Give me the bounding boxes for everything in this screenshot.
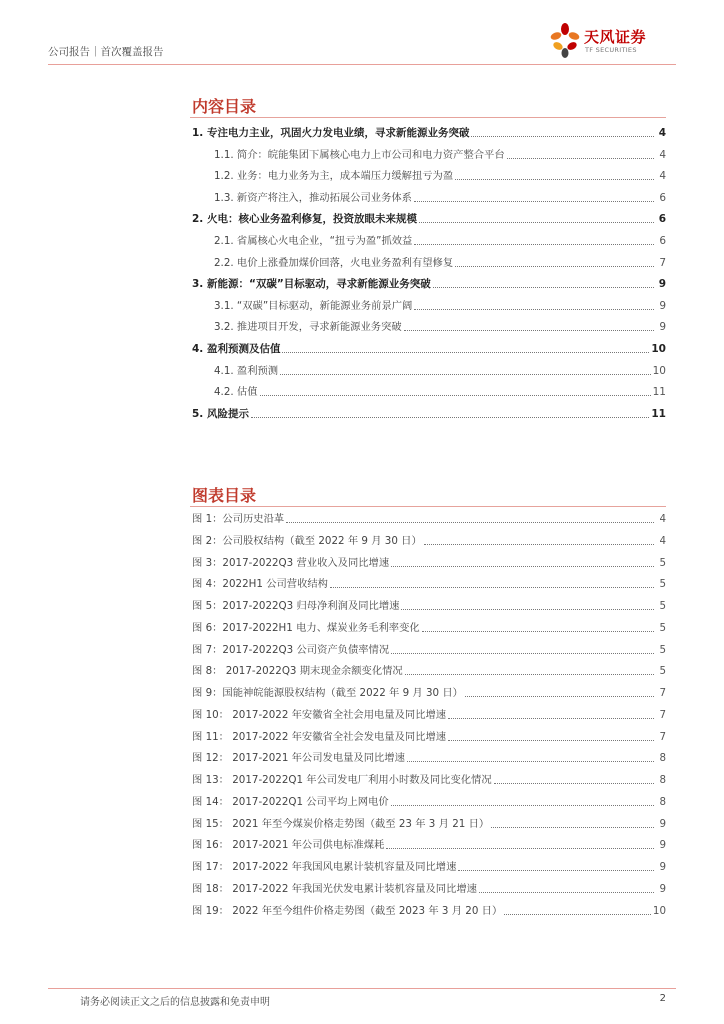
toc-title-rule [190, 117, 666, 118]
dot-leader [471, 136, 654, 137]
dot-leader [494, 783, 654, 784]
figures-toc-title: 图表目录 [192, 486, 257, 505]
dot-leader [507, 158, 654, 159]
toc-entry-label: 3.1. “双碳”目标驱动，新能源业务前景广阔 [214, 299, 413, 312]
figure-entry-label: 图 9：国能神皖能源股权结构（截至 2022 年 9 月 30 日） [192, 687, 463, 699]
figure-entry-label: 图 10： 2017-2022 年安徽省全社会用电量及同比增速 [192, 708, 447, 721]
toc-entry-label: 2.2. 电价上涨叠加煤价回落，火电业务盈利有望修复 [214, 256, 454, 269]
toc-subsection-entry[interactable] [214, 295, 666, 313]
figure-entry-label: 图 8： 2017-2022Q3 期末现金余额变化情况 [192, 665, 403, 678]
footer-divider [48, 988, 676, 989]
figure-entry-page: 5 [659, 556, 666, 569]
dot-leader [391, 805, 654, 806]
figure-entry-page: 8 [659, 752, 666, 765]
figure-entry[interactable] [192, 617, 666, 635]
toc-subsection-entry[interactable] [214, 381, 666, 399]
toc-entry-page: 9 [658, 278, 666, 291]
figure-entry[interactable] [192, 639, 666, 657]
toc-entry-page: 9 [659, 299, 666, 312]
dot-leader [419, 222, 654, 223]
report-type-label: 公司报告｜首次覆盖报告 [48, 46, 164, 58]
flower-logo-icon [548, 22, 582, 62]
toc-entry-page: 11 [651, 407, 666, 420]
dot-leader [504, 914, 651, 915]
toc-entry-label: 2.1. 省属核心火电企业，“扭亏为盈”抓效益 [214, 235, 413, 247]
dot-leader [407, 761, 654, 762]
toc-subsection-entry[interactable] [214, 144, 666, 162]
figure-entry-page: 5 [659, 665, 666, 678]
figure-entry-label: 图 13： 2017-2022Q1 年公司发电厂利用小时数及同比变化情况 [192, 774, 492, 786]
figure-entry-page: 9 [659, 882, 666, 895]
dot-leader [448, 740, 654, 741]
dot-leader [448, 718, 654, 719]
dot-leader [401, 609, 654, 610]
toc-entry-label: 4. 盈利预测及估值 [192, 343, 281, 355]
figure-entry-label: 图 1：公司历史沿革 [192, 513, 285, 525]
dot-leader [282, 352, 649, 353]
figure-entry-page: 9 [659, 817, 666, 830]
dot-leader [465, 696, 654, 697]
toc-section-entry[interactable] [192, 403, 666, 421]
dot-leader [414, 309, 654, 310]
toc-entry-label: 4.1. 盈利预测 [214, 364, 279, 377]
toc-subsection-entry[interactable] [214, 230, 666, 248]
dot-leader [260, 395, 651, 396]
dot-leader [251, 417, 649, 418]
dot-leader [391, 653, 654, 654]
figure-entry[interactable] [192, 573, 666, 591]
dot-leader [286, 522, 654, 523]
figure-entry-page: 7 [659, 730, 666, 743]
toc-subsection-entry[interactable] [214, 316, 666, 334]
figure-entry-page: 10 [652, 904, 666, 917]
footer-disclaimer: 请务必阅读正文之后的信息披露和免责申明 [80, 997, 270, 1008]
figure-entry[interactable] [192, 878, 666, 896]
toc-section-entry[interactable] [192, 338, 666, 356]
toc-entry-label: 3. 新能源：“双碳”目标驱动，寻求新能源业务突破 [192, 278, 431, 291]
dot-leader [458, 870, 654, 871]
dot-leader [422, 631, 654, 632]
dot-leader [330, 587, 654, 588]
dot-leader [455, 266, 654, 267]
toc-entry-page: 6 [659, 235, 666, 247]
figure-entry[interactable] [192, 834, 666, 852]
logo-name-en: TF SECURITIES [585, 46, 637, 54]
toc-entry-label: 4.2. 估值 [214, 386, 258, 399]
tf-securities-logo [548, 22, 678, 64]
dot-leader [405, 674, 654, 675]
toc-entry-page: 6 [659, 191, 666, 204]
figure-entry[interactable] [192, 530, 666, 548]
figure-entry-page: 9 [659, 839, 666, 852]
toc-entry-label: 1. 专注电力主业，巩固火力发电业绩，寻求新能源业务突破 [192, 127, 470, 139]
toc-entry-label: 1.2. 业务：电力业务为主，成本端压力缓解扭亏为盈 [214, 170, 454, 183]
toc-entry-label: 1.3. 新资产将注入，推动拓展公司业务体系 [214, 191, 412, 204]
dot-leader [479, 892, 654, 893]
toc-entry-page: 7 [659, 256, 666, 269]
figure-entry-label: 图 4：2022H1 公司营收结构 [192, 578, 328, 591]
figure-entry[interactable] [192, 747, 666, 765]
figure-entry-page: 9 [659, 861, 666, 873]
figure-entry-page: 5 [659, 643, 666, 656]
figure-entry-page: 5 [659, 621, 666, 634]
figure-entry-page: 8 [659, 795, 666, 808]
figure-entry-label: 图 16： 2017-2021 年公司供电标准煤耗 [192, 839, 385, 852]
figure-entry[interactable] [192, 682, 666, 700]
figure-entry[interactable] [192, 726, 666, 744]
toc-entry-page: 10 [651, 343, 666, 355]
figure-entry-label: 图 15： 2021 年至今煤炭价格走势图（截至 23 年 3 月 21 日） [192, 817, 490, 830]
dot-leader [404, 330, 654, 331]
toc-section-entry[interactable] [192, 273, 666, 291]
figure-entry-label: 图 2：公司股权结构（截至 2022 年 9 月 30 日） [192, 534, 422, 547]
figure-entry-label: 图 3：2017-2022Q3 营业收入及同比增速 [192, 556, 390, 569]
figure-entry[interactable] [192, 769, 666, 787]
figure-entry-label: 图 19： 2022 年至今组件价格走势图（截至 2023 年 3 月 20 日） [192, 904, 503, 917]
dot-leader [491, 827, 654, 828]
figure-entry[interactable] [192, 660, 666, 678]
dot-leader [414, 201, 654, 202]
toc-entry-label: 5. 风险提示 [192, 407, 249, 420]
figure-entry-label: 图 17： 2017-2022 年我国风电累计装机容量及同比增速 [192, 861, 457, 873]
figures-list [192, 508, 666, 928]
figure-entry[interactable] [192, 856, 666, 874]
figure-entry-page: 8 [659, 774, 666, 786]
toc-subsection-entry[interactable] [214, 360, 666, 378]
toc-subsection-entry[interactable] [214, 165, 666, 183]
figure-entry-label: 图 12： 2017-2021 年公司发电量及同比增速 [192, 752, 405, 765]
toc-entry-page: 10 [652, 364, 666, 377]
figure-entry-page: 4 [659, 513, 666, 525]
figure-entry[interactable] [192, 791, 666, 809]
toc-section-entry[interactable] [192, 122, 666, 140]
figure-entry[interactable] [192, 595, 666, 613]
toc-entry-page: 4 [659, 148, 666, 161]
toc-entry-label: 3.2. 推进项目开发，寻求新能源业务突破 [214, 321, 402, 334]
dot-leader [424, 544, 654, 545]
toc-entry-page: 4 [659, 170, 666, 183]
toc-entry-page: 11 [652, 386, 666, 399]
dot-leader [280, 374, 651, 375]
figure-entry-label: 图 7：2017-2022Q3 公司资产负债率情况 [192, 643, 390, 656]
toc-entry-label: 1.1. 简介：皖能集团下属核心电力上市公司和电力资产整合平台 [214, 148, 505, 161]
table-of-contents [192, 122, 666, 432]
toc-entry-page: 6 [658, 213, 666, 226]
dot-leader [386, 848, 654, 849]
figure-entry-page: 5 [659, 600, 666, 612]
toc-title: 内容目录 [192, 97, 257, 116]
dot-leader [433, 287, 654, 288]
figure-entry-label: 图 18： 2017-2022 年我国光伏发电累计装机容量及同比增速 [192, 882, 477, 895]
toc-entry-label: 2. 火电：核心业务盈利修复，投资放眼未来规模 [192, 213, 417, 226]
figure-entry-label: 图 6：2017-2022H1 电力、煤炭业务毛利率变化 [192, 621, 420, 634]
page-number: 2 [659, 993, 666, 1004]
figure-entry-label: 图 5：2017-2022Q3 归母净利润及同比增速 [192, 600, 400, 612]
figure-entry-page: 4 [659, 534, 666, 547]
figure-entry-page: 5 [659, 578, 666, 591]
toc-subsection-entry[interactable] [214, 252, 666, 270]
figure-entry-page: 7 [659, 708, 666, 721]
toc-entry-page: 9 [659, 321, 666, 334]
figures-toc-title-rule [190, 506, 666, 507]
toc-section-entry[interactable] [192, 208, 666, 226]
figure-entry-label: 图 14： 2017-2022Q1 公司平均上网电价 [192, 795, 389, 808]
header-divider [48, 64, 676, 65]
figure-entry[interactable] [192, 900, 666, 918]
logo-name-cn: 天风证券 [584, 28, 647, 46]
figure-entry[interactable] [192, 508, 666, 526]
dot-leader [391, 566, 654, 567]
figure-entry[interactable] [192, 813, 666, 831]
figure-entry[interactable] [192, 704, 666, 722]
figure-entry[interactable] [192, 552, 666, 570]
dot-leader [455, 179, 654, 180]
figure-entry-page: 7 [659, 687, 666, 699]
toc-subsection-entry[interactable] [214, 187, 666, 205]
toc-entry-page: 4 [658, 127, 666, 139]
figure-entry-label: 图 11： 2017-2022 年安徽省全社会发电量及同比增速 [192, 730, 447, 743]
dot-leader [414, 244, 654, 245]
